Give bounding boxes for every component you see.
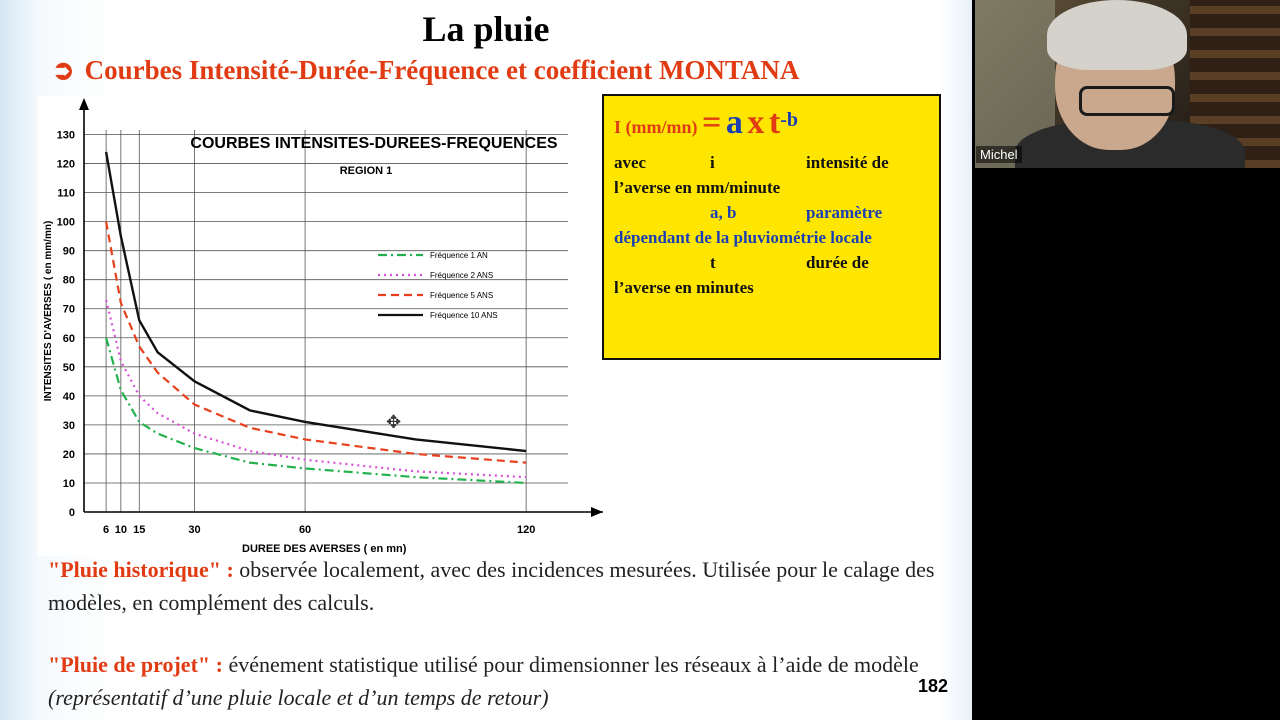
montana-formula-box [602, 94, 941, 360]
slide-title: La pluie [422, 9, 550, 49]
paragraph-design-rain [48, 648, 948, 714]
participant-name-label: Michel [976, 146, 1022, 163]
formula-cell: intensité de [806, 153, 889, 172]
y-tick-label: 30 [62, 419, 75, 432]
y-tick-label: 120 [56, 158, 75, 171]
y-tick-label: 20 [62, 448, 75, 461]
formula-cell [614, 200, 710, 225]
x-tick-label: 60 [298, 524, 312, 536]
formula-cell: i [710, 153, 715, 172]
x-tick-label: 6 [103, 524, 110, 536]
formula-a: a [725, 104, 743, 141]
series-line [106, 300, 526, 477]
paragraph-text: événement statistique utilisé pour dimensionner les réseaux à l’aide de modèle [222, 652, 919, 677]
x-tick-label: 30 [188, 524, 201, 536]
y-tick-label: 90 [62, 245, 75, 258]
formula-cell: durée de [806, 253, 869, 272]
paragraph-text: observée localement, avec des incidences mesurées. Utilisée pour le calage des modèles, en complément des calculs. [48, 557, 935, 615]
y-tick-label: 70 [62, 303, 75, 316]
legend-label: Fréquence 5 ANS [430, 291, 494, 300]
legend-label: Fréquence 1 AN [430, 251, 488, 260]
formula-row-ab [614, 200, 929, 225]
formula-equals: = [702, 104, 722, 141]
x-axis-label: DUREE DES AVERSES ( en mn) [242, 543, 407, 555]
y-tick-label: 40 [62, 390, 75, 403]
y-tick-label: 80 [62, 274, 75, 287]
x-tick-label: 10 [114, 524, 127, 536]
formula-row-t [614, 250, 929, 275]
formula-line-i: l’averse en mm/minute [614, 178, 781, 197]
formula-cell: paramètre [806, 203, 883, 222]
y-tick-label: 60 [62, 332, 75, 345]
formula-times: x [747, 104, 765, 141]
paragraph-label: "Pluie historique" : [48, 557, 234, 582]
y-tick-label: 100 [56, 216, 75, 229]
formula-cell: avec [614, 153, 647, 172]
move-cursor-icon: ✥ [386, 412, 402, 433]
formula-line-t: l’averse en minutes [614, 278, 754, 297]
legend-label: Fréquence 10 ANS [430, 311, 498, 320]
paragraph-historic-rain [48, 553, 948, 619]
x-tick-label: 120 [516, 524, 536, 536]
montana-formula [614, 104, 929, 150]
y-tick-label: 110 [57, 187, 75, 200]
paragraph-italic: (représentatif d’une pluie locale et d’un temps de retour) [48, 685, 549, 710]
y-tick-label: 10 [62, 477, 75, 490]
formula-cell [614, 250, 710, 275]
series-line [106, 152, 526, 451]
participant-video[interactable] [975, 0, 1280, 168]
formula-line-ab: dépendant de la pluviométrie locale [614, 228, 872, 247]
slide-subtitle [52, 55, 799, 86]
bullet-arrow-icon: ➲ [52, 55, 75, 85]
legend-label: Fréquence 2 ANS [430, 271, 494, 280]
formula-lhs: I (mm/mn) [614, 117, 698, 137]
chart-subtitle: REGION 1 [339, 165, 393, 177]
idf-chart [38, 96, 610, 556]
page-number: 182 [918, 676, 949, 696]
participant-hair [1047, 0, 1187, 70]
formula-t: t [768, 104, 781, 141]
paragraph-label: "Pluie de projet" : [48, 652, 223, 677]
participant-glasses [1079, 86, 1175, 116]
y-tick-label: 0 [68, 507, 75, 519]
chart-title: COURBES INTENSITES-DUREES-FREQUENCES [190, 135, 558, 152]
subtitle-text: Courbes Intensité-Durée-Fréquence et coefficient MONTANA [84, 55, 800, 85]
formula-row-i [614, 150, 929, 175]
formula-cell: a, b [710, 203, 737, 222]
x-axis-arrow-icon [591, 507, 603, 517]
formula-exponent: -b [780, 109, 798, 131]
x-tick-label: 15 [133, 524, 146, 536]
y-axis-arrow-icon [79, 98, 89, 110]
y-tick-label: 130 [56, 129, 75, 142]
formula-cell: t [710, 253, 716, 272]
y-tick-label: 50 [62, 361, 75, 374]
idf-chart-svg [38, 96, 610, 556]
y-axis-label: INTENSITES D'AVERSES ( en mm/mn) [43, 220, 54, 402]
